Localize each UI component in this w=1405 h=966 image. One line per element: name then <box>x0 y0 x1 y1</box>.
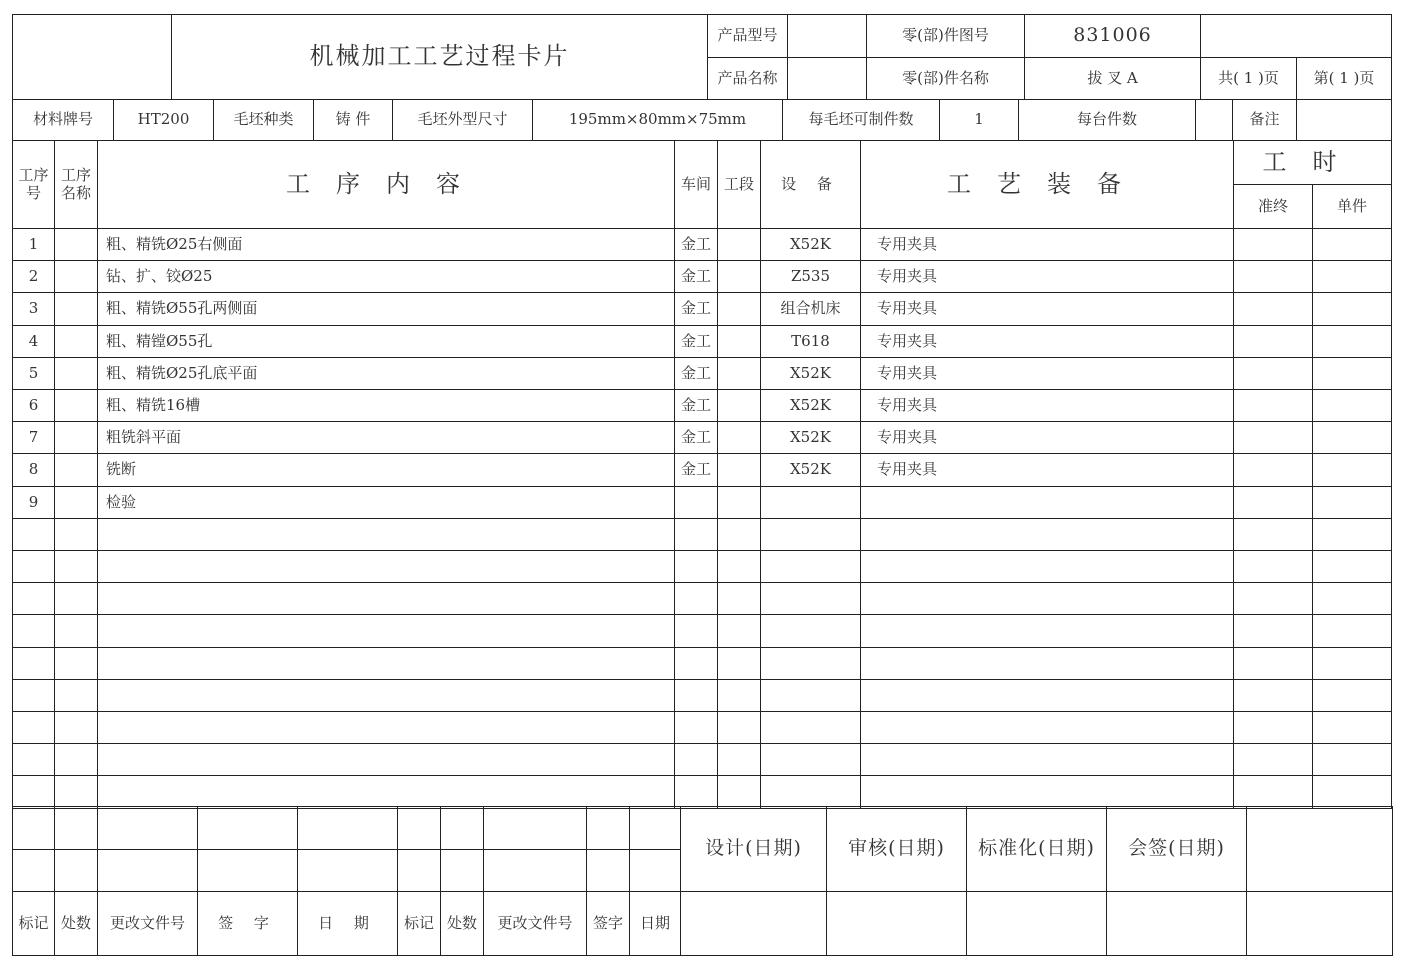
part-name-field[interactable]: 拔 叉 A <box>1024 57 1201 100</box>
tooling-cell[interactable] <box>860 743 1234 776</box>
revision-field-count-2[interactable] <box>440 849 484 892</box>
setup-time-cell[interactable] <box>1233 743 1313 776</box>
equipment-cell[interactable]: X52K <box>760 453 861 487</box>
section-cell[interactable] <box>717 711 761 744</box>
op-name-cell[interactable] <box>54 260 98 293</box>
workshop-cell[interactable] <box>674 518 718 551</box>
op-content-cell[interactable] <box>97 743 675 776</box>
unit-time-cell[interactable] <box>1312 228 1392 261</box>
op-content-cell[interactable]: 粗、精铣Ø25孔底平面 <box>97 357 675 390</box>
section-cell[interactable] <box>717 775 761 809</box>
op-no-cell[interactable] <box>12 775 55 809</box>
section-cell[interactable] <box>717 228 761 261</box>
equipment-cell[interactable] <box>760 775 861 809</box>
pieces-per-blank-field[interactable]: 1 <box>939 99 1019 141</box>
section-cell[interactable] <box>717 325 761 358</box>
equipment-cell[interactable] <box>760 582 861 615</box>
unit-time-cell[interactable] <box>1312 292 1392 326</box>
blank-type-label: 毛坯种类 <box>213 99 314 141</box>
tooling-cell[interactable] <box>860 775 1234 809</box>
workshop-cell[interactable]: 金工 <box>674 260 718 293</box>
workshop-cell[interactable]: 金工 <box>674 357 718 390</box>
revision-field-change-doc-no[interactable] <box>97 806 198 850</box>
pieces-per-unit-label: 每台件数 <box>1018 99 1196 141</box>
revision-field-signature-2[interactable] <box>586 849 630 892</box>
tooling-cell[interactable]: 专用夹具 <box>860 453 1234 487</box>
revision-field-signature[interactable] <box>197 849 298 892</box>
op-no-cell[interactable]: 6 <box>12 389 55 422</box>
blank-type-field[interactable]: 铸 件 <box>313 99 393 141</box>
revision-field-signature-2[interactable] <box>586 806 630 850</box>
op-name-cell[interactable] <box>54 357 98 390</box>
op-name-cell[interactable] <box>54 486 98 519</box>
tooling-cell[interactable]: 专用夹具 <box>860 325 1234 358</box>
op-content-cell[interactable]: 钻、扩、铰Ø25 <box>97 260 675 293</box>
workshop-cell[interactable] <box>674 582 718 615</box>
op-content-cell[interactable] <box>97 614 675 648</box>
setup-time-cell[interactable] <box>1233 711 1313 744</box>
revision-field-count-2[interactable] <box>440 806 484 850</box>
revision-field-date[interactable] <box>297 849 398 892</box>
equipment-cell[interactable]: X52K <box>760 421 861 454</box>
section-cell[interactable] <box>717 518 761 551</box>
op-no-cell[interactable] <box>12 679 55 712</box>
op-no-cell[interactable] <box>12 582 55 615</box>
unit-time-cell[interactable] <box>1312 775 1392 809</box>
revision-label-date: 日 期 <box>297 891 398 956</box>
tooling-cell[interactable]: 专用夹具 <box>860 389 1234 422</box>
revision-field-mark-2[interactable] <box>397 849 441 892</box>
approval-field-countersign[interactable] <box>1106 891 1247 956</box>
revision-label-count-2: 处数 <box>440 891 484 956</box>
unit-time-cell[interactable] <box>1312 550 1392 583</box>
revision-field-mark[interactable] <box>12 806 55 850</box>
workshop-cell[interactable] <box>674 614 718 648</box>
tooling-cell[interactable] <box>860 518 1234 551</box>
op-content-cell[interactable] <box>97 518 675 551</box>
op-no-cell[interactable]: 7 <box>12 421 55 454</box>
op-content-cell[interactable] <box>97 582 675 615</box>
setup-time-cell[interactable] <box>1233 292 1313 326</box>
section-cell[interactable] <box>717 453 761 487</box>
op-name-cell[interactable] <box>54 421 98 454</box>
section-cell[interactable] <box>717 421 761 454</box>
remarks-label: 备注 <box>1232 99 1297 141</box>
op-no-cell[interactable] <box>12 518 55 551</box>
setup-time-cell[interactable] <box>1233 775 1313 809</box>
setup-time-cell[interactable] <box>1233 421 1313 454</box>
unit-time-cell[interactable] <box>1312 679 1392 712</box>
revision-label-signature-2: 签字 <box>586 891 630 956</box>
workshop-cell[interactable]: 金工 <box>674 389 718 422</box>
revision-field-date-2[interactable] <box>629 849 681 892</box>
op-name-cell[interactable] <box>54 582 98 615</box>
setup-time-cell[interactable] <box>1233 453 1313 487</box>
revision-field-mark-2[interactable] <box>397 806 441 850</box>
op-content-cell[interactable] <box>97 711 675 744</box>
op-content-cell[interactable]: 铣断 <box>97 453 675 487</box>
remarks-field[interactable] <box>1296 99 1392 141</box>
header-blank-cell <box>1200 14 1392 58</box>
equipment-cell[interactable]: T618 <box>760 325 861 358</box>
revision-field-date[interactable] <box>297 806 398 850</box>
op-content-cell[interactable]: 粗、精铣Ø25右侧面 <box>97 228 675 261</box>
approval-label-design: 设计(日期) <box>680 806 827 892</box>
tooling-cell[interactable]: 专用夹具 <box>860 357 1234 390</box>
tooling-cell[interactable]: 专用夹具 <box>860 421 1234 454</box>
unit-time-cell[interactable] <box>1312 711 1392 744</box>
col-header-section: 工段 <box>717 140 761 229</box>
unit-time-cell[interactable] <box>1312 421 1392 454</box>
op-no-cell[interactable] <box>12 614 55 648</box>
op-no-cell[interactable]: 2 <box>12 260 55 293</box>
workshop-cell[interactable] <box>674 775 718 809</box>
equipment-cell[interactable] <box>760 679 861 712</box>
unit-time-cell[interactable] <box>1312 647 1392 680</box>
equipment-cell[interactable] <box>760 711 861 744</box>
approval-field-design[interactable] <box>680 891 827 956</box>
product-model-field[interactable] <box>787 14 867 58</box>
setup-time-cell[interactable] <box>1233 228 1313 261</box>
op-no-cell[interactable] <box>12 550 55 583</box>
revision-label-change-doc-no-2: 更改文件号 <box>483 891 587 956</box>
col-header-tooling: 工艺装备 <box>860 140 1234 229</box>
workshop-cell[interactable] <box>674 647 718 680</box>
op-no-cell[interactable]: 3 <box>12 292 55 326</box>
revision-label-count: 处数 <box>54 891 98 956</box>
equipment-cell[interactable] <box>760 614 861 648</box>
op-content-cell[interactable]: 粗、精铣16槽 <box>97 389 675 422</box>
revision-field-count[interactable] <box>54 849 98 892</box>
section-cell[interactable] <box>717 743 761 776</box>
col-header-man-hours: 工时 <box>1233 140 1392 185</box>
tooling-cell[interactable]: 专用夹具 <box>860 292 1234 326</box>
equipment-cell[interactable] <box>760 550 861 583</box>
op-name-cell[interactable] <box>54 228 98 261</box>
section-cell[interactable] <box>717 647 761 680</box>
setup-time-cell[interactable] <box>1233 647 1313 680</box>
product-model-label: 产品型号 <box>707 14 788 58</box>
revision-field-date-2[interactable] <box>629 806 681 850</box>
approval-label-standardization: 标准化(日期) <box>966 806 1107 892</box>
col-header-equipment: 设 备 <box>760 140 861 229</box>
revision-field-change-doc-no[interactable] <box>97 849 198 892</box>
equipment-cell[interactable] <box>760 486 861 519</box>
op-content-cell[interactable]: 粗、精铣Ø55孔两侧面 <box>97 292 675 326</box>
setup-time-cell[interactable] <box>1233 389 1313 422</box>
unit-time-cell[interactable] <box>1312 518 1392 551</box>
op-name-cell[interactable] <box>54 775 98 809</box>
equipment-cell[interactable]: Z535 <box>760 260 861 293</box>
workshop-cell[interactable]: 金工 <box>674 292 718 326</box>
op-name-cell[interactable] <box>54 389 98 422</box>
part-drawing-no-label: 零(部)件图号 <box>866 14 1025 58</box>
col-header-workshop: 车间 <box>674 140 718 229</box>
equipment-cell[interactable]: X52K <box>760 357 861 390</box>
op-name-cell[interactable] <box>54 550 98 583</box>
op-name-cell[interactable] <box>54 711 98 744</box>
workshop-cell[interactable] <box>674 550 718 583</box>
op-name-cell[interactable] <box>54 518 98 551</box>
revision-label-date-2: 日期 <box>629 891 681 956</box>
tooling-cell[interactable] <box>860 614 1234 648</box>
unit-time-cell[interactable] <box>1312 582 1392 615</box>
tooling-cell[interactable] <box>860 679 1234 712</box>
setup-time-cell[interactable] <box>1233 679 1313 712</box>
workshop-cell[interactable] <box>674 711 718 744</box>
part-name-label: 零(部)件名称 <box>866 57 1025 100</box>
tooling-cell[interactable] <box>860 647 1234 680</box>
op-no-cell[interactable] <box>12 647 55 680</box>
unit-time-cell[interactable] <box>1312 260 1392 293</box>
setup-time-cell[interactable] <box>1233 614 1313 648</box>
op-name-cell[interactable] <box>54 453 98 487</box>
total-pages: 共( 1 )页 <box>1200 57 1297 100</box>
section-cell[interactable] <box>717 486 761 519</box>
setup-time-cell[interactable] <box>1233 582 1313 615</box>
op-content-cell[interactable] <box>97 775 675 809</box>
section-cell[interactable] <box>717 389 761 422</box>
op-content-cell[interactable]: 粗铣斜平面 <box>97 421 675 454</box>
col-header-setup-time: 准终 <box>1233 184 1313 229</box>
tooling-cell[interactable] <box>860 582 1234 615</box>
op-name-cell[interactable] <box>54 679 98 712</box>
equipment-cell[interactable]: X52K <box>760 389 861 422</box>
col-header-op-no: 工序号 <box>12 140 55 229</box>
unit-time-cell[interactable] <box>1312 453 1392 487</box>
op-no-cell[interactable]: 8 <box>12 453 55 487</box>
material-field[interactable]: HT200 <box>113 99 214 141</box>
equipment-cell[interactable]: X52K <box>760 228 861 261</box>
op-content-cell[interactable] <box>97 647 675 680</box>
workshop-cell[interactable] <box>674 743 718 776</box>
op-no-cell[interactable]: 5 <box>12 357 55 390</box>
blank-size-label: 毛坯外型尺寸 <box>392 99 533 141</box>
approval-field-standardization[interactable] <box>966 891 1107 956</box>
workshop-cell[interactable]: 金工 <box>674 421 718 454</box>
unit-time-cell[interactable] <box>1312 486 1392 519</box>
equipment-cell[interactable] <box>760 743 861 776</box>
op-content-cell[interactable] <box>97 679 675 712</box>
section-cell[interactable] <box>717 260 761 293</box>
op-content-cell[interactable]: 检验 <box>97 486 675 519</box>
op-name-cell[interactable] <box>54 325 98 358</box>
approval-field-blank[interactable] <box>1246 891 1393 956</box>
part-drawing-no-field[interactable]: 831006 <box>1024 14 1201 58</box>
col-header-op-content: 工序内容 <box>97 140 675 229</box>
op-name-cell[interactable] <box>54 647 98 680</box>
op-no-cell[interactable] <box>12 711 55 744</box>
pieces-per-blank-label: 每毛坯可制件数 <box>782 99 940 141</box>
op-no-cell[interactable]: 1 <box>12 228 55 261</box>
revision-field-mark[interactable] <box>12 849 55 892</box>
op-name-cell[interactable] <box>54 614 98 648</box>
revision-field-change-doc-no-2[interactable] <box>483 806 587 850</box>
setup-time-cell[interactable] <box>1233 486 1313 519</box>
unit-time-cell[interactable] <box>1312 389 1392 422</box>
product-name-label: 产品名称 <box>707 57 788 100</box>
pieces-per-unit-field[interactable] <box>1195 99 1233 141</box>
workshop-cell[interactable]: 金工 <box>674 325 718 358</box>
approval-label-countersign: 会签(日期) <box>1106 806 1247 892</box>
tooling-cell[interactable] <box>860 486 1234 519</box>
setup-time-cell[interactable] <box>1233 325 1313 358</box>
workshop-cell[interactable]: 金工 <box>674 228 718 261</box>
workshop-cell[interactable]: 金工 <box>674 453 718 487</box>
equipment-cell[interactable] <box>760 647 861 680</box>
page-title: 机械加工工艺过程卡片 <box>171 14 708 100</box>
setup-time-cell[interactable] <box>1233 260 1313 293</box>
section-cell[interactable] <box>717 550 761 583</box>
tooling-cell[interactable] <box>860 711 1234 744</box>
op-no-cell[interactable] <box>12 743 55 776</box>
material-label: 材料牌号 <box>12 99 114 141</box>
revision-label-mark-2: 标记 <box>397 891 441 956</box>
revision-field-change-doc-no-2[interactable] <box>483 849 587 892</box>
section-cell[interactable] <box>717 679 761 712</box>
unit-time-cell[interactable] <box>1312 614 1392 648</box>
revision-field-count[interactable] <box>54 806 98 850</box>
blank-size-field[interactable]: 195mm×80mm×75mm <box>532 99 783 141</box>
approval-label-review: 审核(日期) <box>826 806 967 892</box>
section-cell[interactable] <box>717 614 761 648</box>
col-header-unit-time: 单件 <box>1312 184 1392 229</box>
product-name-field[interactable] <box>787 57 867 100</box>
page-number: 第( 1 )页 <box>1296 57 1392 100</box>
revision-label-change-doc-no: 更改文件号 <box>97 891 198 956</box>
op-name-cell[interactable] <box>54 292 98 326</box>
section-cell[interactable] <box>717 357 761 390</box>
op-no-cell[interactable]: 9 <box>12 486 55 519</box>
op-content-cell[interactable]: 粗、精镗Ø55孔 <box>97 325 675 358</box>
equipment-cell[interactable]: 组合机床 <box>760 292 861 326</box>
unit-time-cell[interactable] <box>1312 357 1392 390</box>
revision-label-mark: 标记 <box>12 891 55 956</box>
setup-time-cell[interactable] <box>1233 357 1313 390</box>
workshop-cell[interactable] <box>674 486 718 519</box>
setup-time-cell[interactable] <box>1233 550 1313 583</box>
section-cell[interactable] <box>717 582 761 615</box>
op-name-cell[interactable] <box>54 743 98 776</box>
revision-label-signature: 签 字 <box>197 891 298 956</box>
tooling-cell[interactable]: 专用夹具 <box>860 260 1234 293</box>
section-cell[interactable] <box>717 292 761 326</box>
approval-field-review[interactable] <box>826 891 967 956</box>
logo-area <box>12 14 172 100</box>
col-header-op-name: 工序名称 <box>54 140 98 229</box>
approval-blank <box>1246 806 1393 892</box>
op-content-cell[interactable] <box>97 550 675 583</box>
revision-field-signature[interactable] <box>197 806 298 850</box>
workshop-cell[interactable] <box>674 679 718 712</box>
tooling-cell[interactable]: 专用夹具 <box>860 228 1234 261</box>
tooling-cell[interactable] <box>860 550 1234 583</box>
op-no-cell[interactable]: 4 <box>12 325 55 358</box>
unit-time-cell[interactable] <box>1312 325 1392 358</box>
unit-time-cell[interactable] <box>1312 743 1392 776</box>
equipment-cell[interactable] <box>760 518 861 551</box>
setup-time-cell[interactable] <box>1233 518 1313 551</box>
